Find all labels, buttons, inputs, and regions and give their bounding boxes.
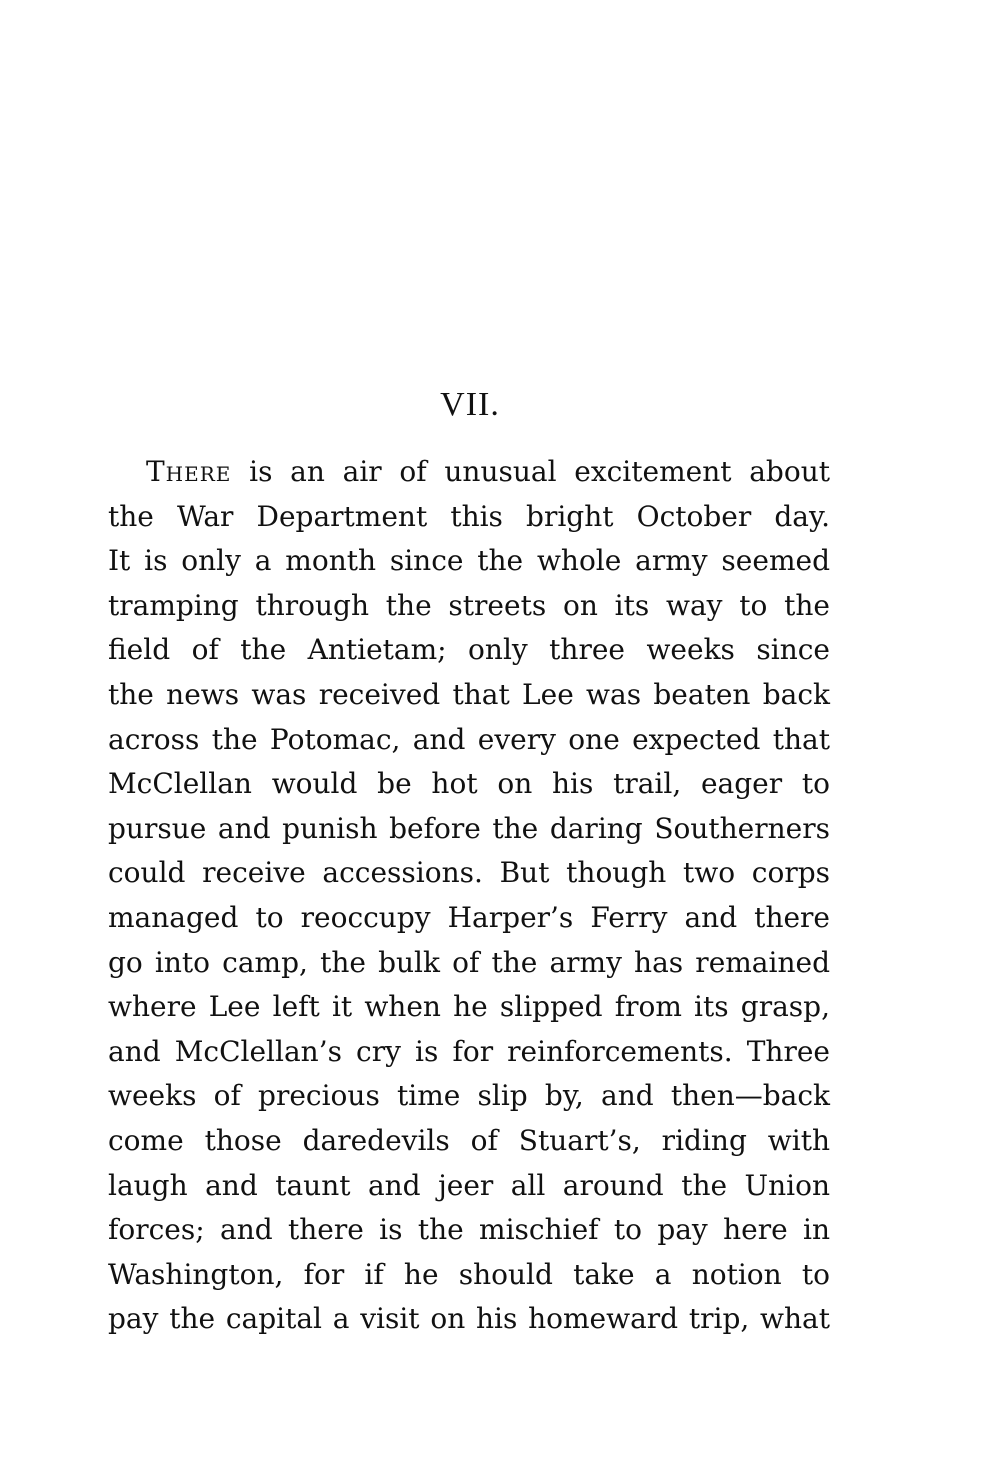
- paragraph-line: weeks of precious time slip by, and then—back: [108, 1079, 830, 1113]
- paragraph-line: [108, 450, 830, 495]
- line-text: is an air of unusual excitement about: [231, 455, 830, 488]
- paragraph-line: could receive accessions. But though two corps: [108, 856, 830, 890]
- paragraph-line: across the Potomac, and every one expected that: [108, 722, 830, 756]
- lead-word-small-caps: There: [146, 455, 232, 488]
- paragraph-line: field of the Antietam; only three weeks since: [108, 633, 830, 667]
- paragraph-line: Washington, for if he should take a notion to: [108, 1257, 830, 1291]
- paragraph-line: go into camp, the bulk of the army has remained: [108, 945, 830, 979]
- paragraph-line: tramping through the streets on its way to the: [108, 588, 830, 622]
- paragraph-line: where Lee left it when he slipped from its grasp,: [108, 990, 830, 1024]
- chapter-paragraph: [108, 450, 830, 1342]
- paragraph-line: pay the capital a visit on his homeward trip, what: [108, 1302, 830, 1336]
- paragraph-line: and McClellan’s cry is for reinforcements. Three: [108, 1034, 830, 1068]
- paragraph-line: the news was received that Lee was beaten back: [108, 677, 830, 711]
- paragraph-line: laugh and taunt and jeer all around the Union: [108, 1168, 830, 1202]
- paragraph-line: forces; and there is the mischief to pay here in: [108, 1213, 830, 1247]
- paragraph-line: It is only a month since the whole army seemed: [108, 544, 830, 578]
- paragraph-line: McClellan would be hot on his trail, eager to: [108, 767, 830, 801]
- chapter-heading: VII.: [440, 386, 500, 423]
- paragraph-line: come those daredevils of Stuart’s, riding with: [108, 1123, 830, 1157]
- paragraph-line: the War Department this bright October day.: [108, 499, 830, 533]
- paragraph-line: managed to reoccupy Harper’s Ferry and there: [108, 900, 830, 934]
- paragraph-line: pursue and punish before the daring Southerners: [108, 811, 830, 845]
